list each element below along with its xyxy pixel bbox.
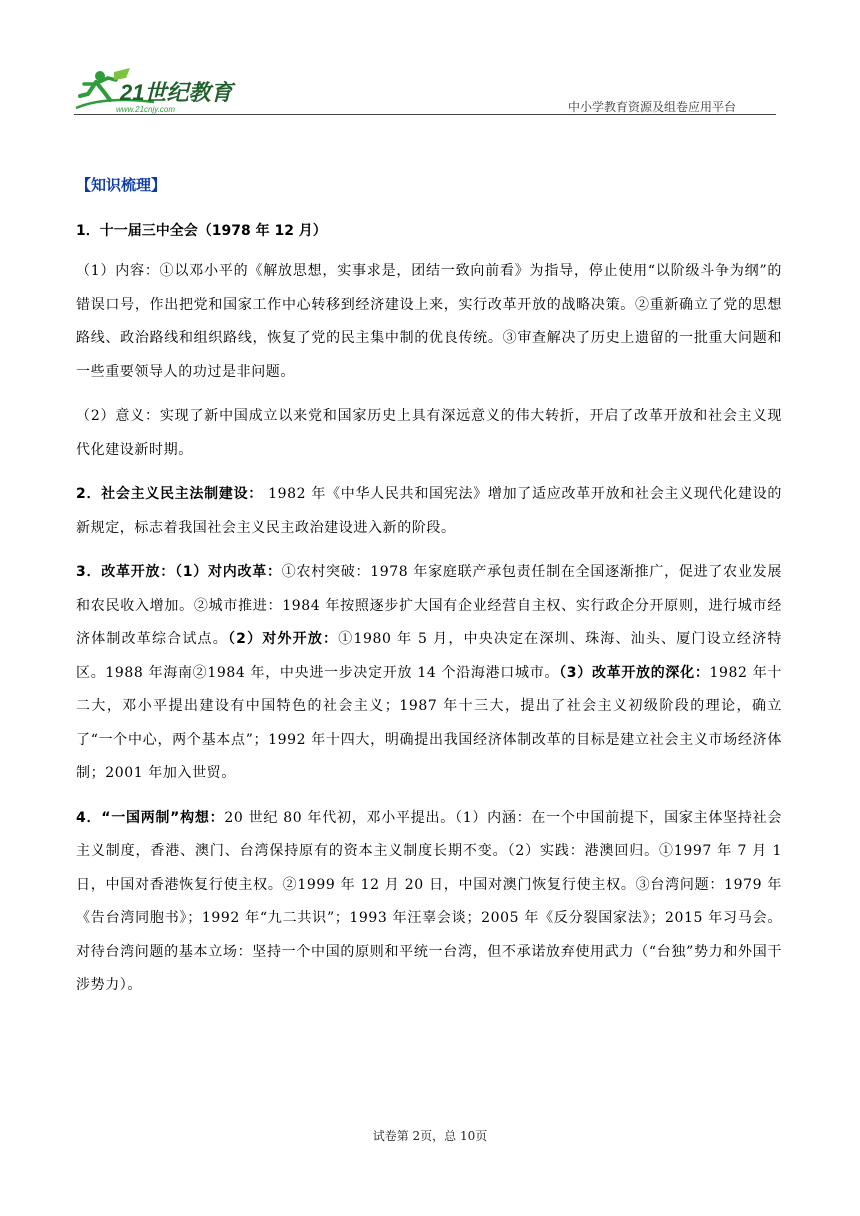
document-body (76, 166, 782, 1003)
page-footer: 试卷第 2页，总 10页 (372, 1129, 488, 1143)
heading-reform-opening: 3．改革开放： (76, 564, 175, 580)
heading-third-plenum: 1．十一届三中全会（1978 年 12 月） (76, 223, 327, 239)
heading-one-country-two-systems: 4．“一国两制”构想： (76, 809, 225, 826)
paragraph-significance: （2）意义：实现了新中国成立以来党和国家历史上具有深远意义的伟大转折，开启了改革开放和社会主义现代化建设新时期。 (76, 408, 782, 458)
heading-democracy-law: 2．社会主义民主法制建设： (76, 486, 263, 502)
logo-text: 21世纪教育 (120, 80, 233, 105)
paragraph-democracy-law (76, 478, 782, 545)
paragraph-reform-opening (76, 556, 782, 791)
platform-name: 中小学教育资源及组卷应用平台 (567, 100, 736, 114)
logo-url: www.21cnjy.com (116, 105, 175, 114)
deepening-text: 1982 年十二大，邓小平提出建设有中国特色的社会主义；1987 年十三大，提出了社会主义初级阶段的理论，确立了“一个中心，两个基本点”；1992 年十四大，明确提出我国经济体制改革的目标是建立社会主义市场经济体制；2001 年加入世贸。 (76, 664, 783, 781)
paragraph-one-country-two-systems (76, 802, 782, 1003)
one-country-two-systems-text: 20 世纪 80 年代初，邓小平提出。（1）内涵：在一个中国前提下，国家主体坚持社会主义制度，香港、澳门、台湾保持原有的资本主义制度长期不变。（2）实践：港澳回归。①1997 年 7 月 1 日，中国对香港恢复行使主权。②1999 年 12 月 20 日，中国对澳门恢复行使主权。③台湾问题：1979 年《告台湾同胞书》；1992 年“九二共识”；1993 年汪辜会谈；2005 年《反分裂国家法》；2015 年习马会。对待台湾问题的基本立场：坚持一个中国的原则和平统一台湾，但不承诺放弃使用武力（“台独”势力和外国干涉势力）。 (76, 809, 782, 993)
section-title: 【知识梳理】 (76, 176, 167, 194)
opening-up-text: ①1980 年 5 月，中央决定在深圳、珠海、汕头、厦门设立经济特区。1988 年海南②1984 年，中央进一步决定开放 14 个沿海港口城市。 (76, 631, 783, 681)
subheading-internal-reform: （1）对内改革： (174, 564, 282, 580)
subheading-opening-up: （2）对外开放： (227, 631, 339, 647)
paragraph-content: （1）内容：①以邓小平的《解放思想，实事求是，团结一致向前看》为指导，停止使用“以阶级斗争为纲”的错误口号，作出把党和国家工作中心转移到经济建设上来，实行改革开放的战略决策。②重新确立了党的思想路线、政治路线和组织路线，恢复了党的民主集中制的优良传统。③审查解决了历史上遗留的一批重大问题和一些重要领导人的功过是非问题。 (76, 263, 782, 380)
subheading-deepening: （3）改革开放的深化： (559, 664, 710, 681)
page-header (74, 66, 776, 118)
democracy-law-text: 1982 年《中华人民共和国宪法》增加了适应改革开放和社会主义现代化建设的新规定，标志着我国社会主义民主政治建设进入新的阶段。 (76, 486, 783, 536)
header-rule (74, 114, 776, 115)
logo (74, 66, 244, 116)
runner-logo-icon (74, 66, 244, 116)
internal-reform-text: ①农村突破：1978 年家庭联产承包责任制在全国逐渐推广，促进了农业发展和农民收入增加。②城市推进：1984 年按照逐步扩大国有企业经营自主权、实行政企分开原则，进行城市经济体制改革综合试点。 (76, 564, 782, 647)
